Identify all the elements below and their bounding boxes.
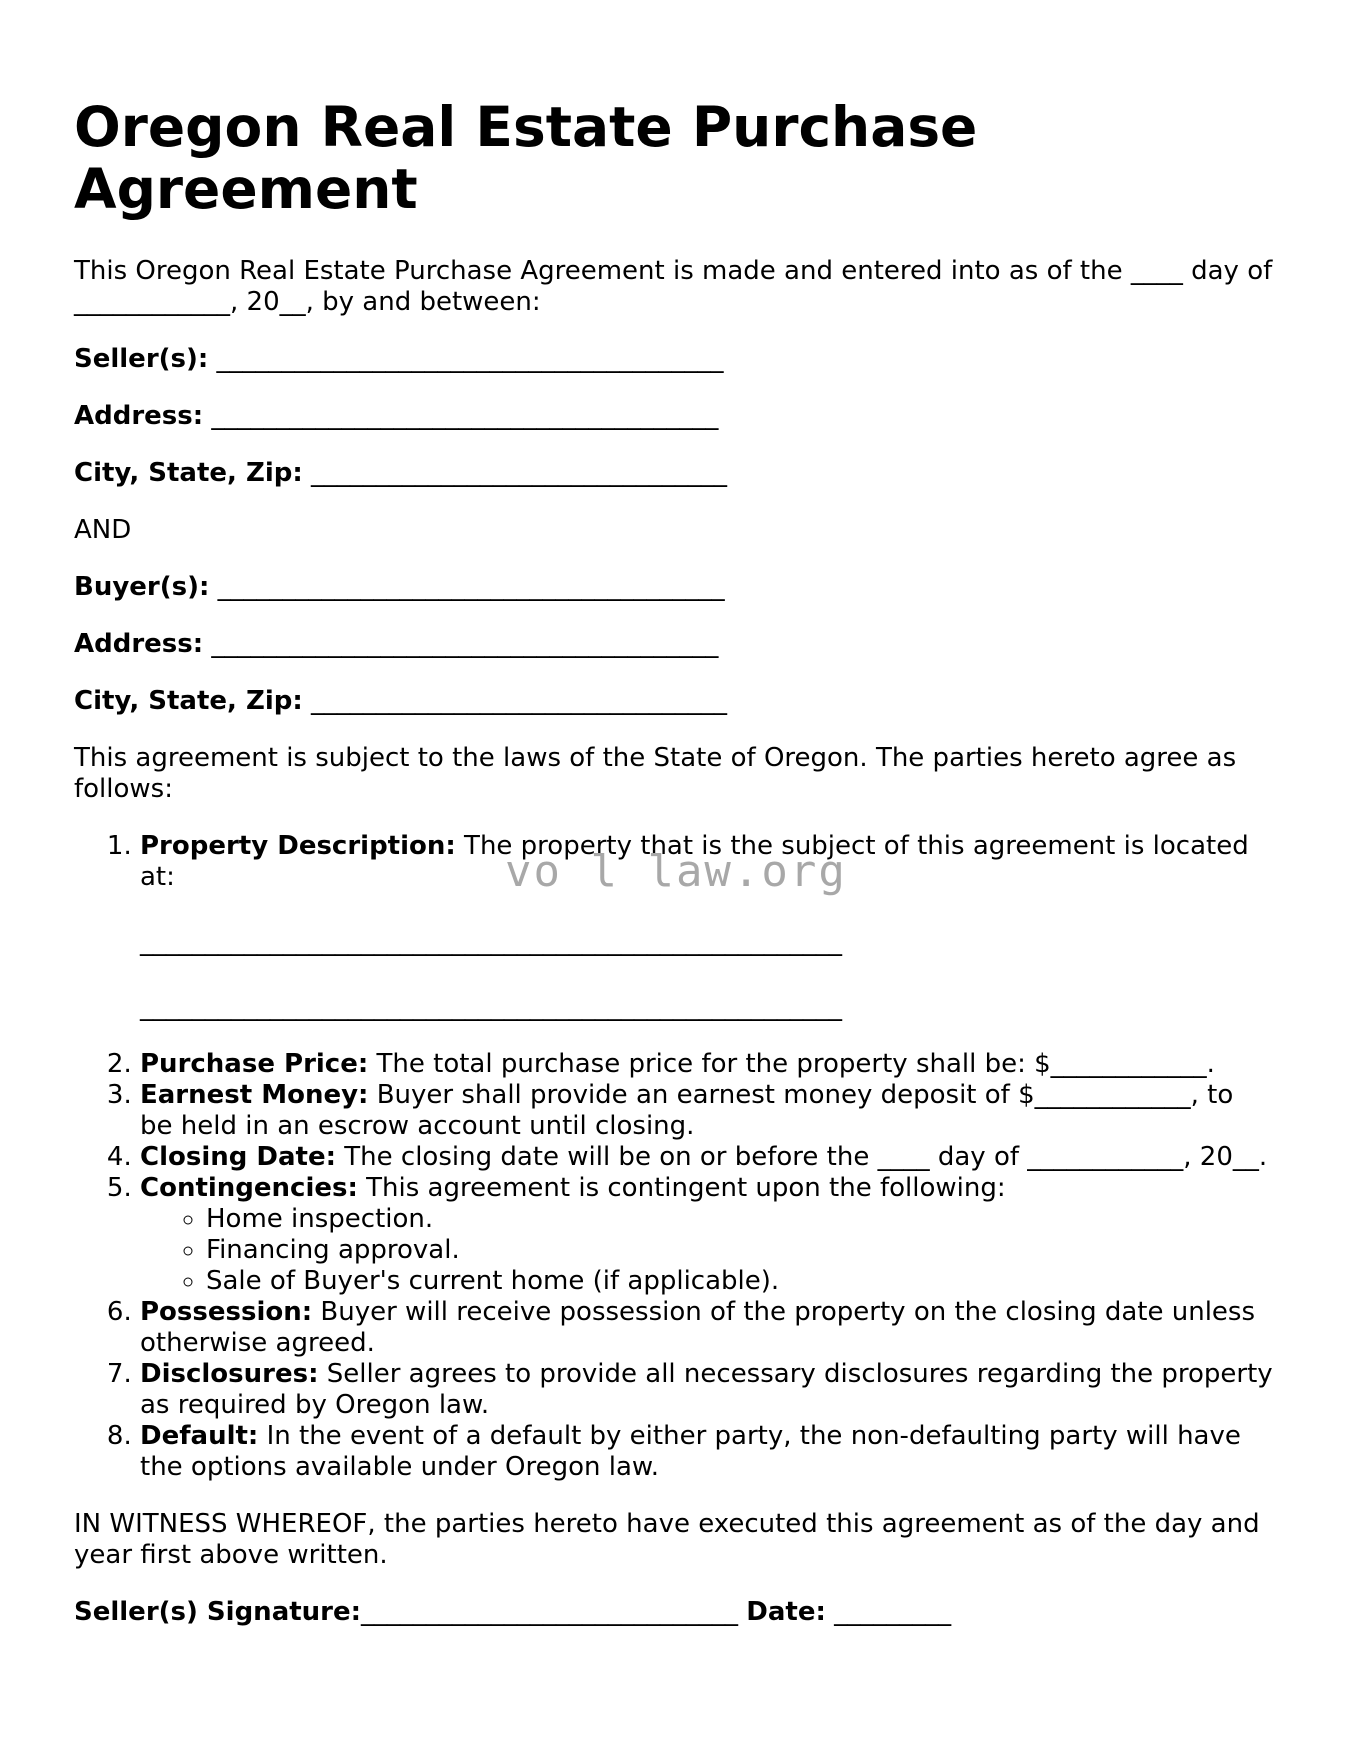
buyer-city-field <box>74 686 1274 717</box>
term-text: The property that is the subject of this agreement is located at: <box>140 831 1249 892</box>
term-label: Contingencies: <box>140 1173 358 1203</box>
term-text: The closing date will be on or before the ____ day of ____________, 20__. <box>336 1142 1268 1172</box>
term-text: This agreement is contingent upon the following: <box>357 1173 1006 1203</box>
witness-paragraph: IN WITNESS WHEREOF, the parties hereto have executed this agreement as of the day and year first above written. <box>74 1509 1260 1570</box>
seller-city-label: City, State, Zip: <box>74 458 303 488</box>
term-label: Earnest Money: <box>140 1080 369 1110</box>
buyer-address-blank: _______________________________________ <box>203 629 719 659</box>
term-closing-date <box>140 1142 1274 1173</box>
seller-address-field <box>74 401 1274 432</box>
buyer-address-field <box>74 629 1274 660</box>
signature-blank: _____________________________ <box>361 1597 739 1627</box>
property-address-blank-1: ______________________________________________________ <box>140 927 842 957</box>
buyer-name-label: Buyer(s): <box>74 572 210 602</box>
seller-address-blank: _______________________________________ <box>203 401 719 431</box>
signature-label: Seller(s) Signature: <box>74 1597 362 1627</box>
buyer-city-label: City, State, Zip: <box>74 686 303 716</box>
term-text: Seller agrees to provide all necessary disclosures regarding the property as required by Oregon law. <box>140 1359 1273 1420</box>
term-purchase-price <box>140 1049 1274 1080</box>
seller-signature-line <box>74 1597 1274 1628</box>
term-text: In the event of a default by either party, the non-defaulting party will have the options available under Oregon law. <box>140 1421 1241 1482</box>
seller-city-field <box>74 458 1274 489</box>
contingency-item: ◦ Financing approval. <box>206 1235 1274 1266</box>
buyer-name-field <box>74 572 1274 603</box>
term-text: The total purchase price for the property shall be: $____________. <box>368 1049 1215 1079</box>
term-possession <box>140 1297 1274 1359</box>
seller-name-blank: _______________________________________ <box>208 344 724 374</box>
term-text: Buyer will receive possession of the property on the closing date unless otherwise agreed. <box>140 1297 1256 1358</box>
term-text: Buyer shall provide an earnest money deposit of $____________, to be held in an escrow account until closing. <box>140 1080 1234 1141</box>
document-page <box>74 96 1274 1628</box>
term-label: Purchase Price: <box>140 1049 369 1079</box>
contingency-item: ◦ Home inspection. <box>206 1204 1274 1235</box>
term-label: Possession: <box>140 1297 313 1327</box>
buyer-city-blank: ________________________________ <box>302 686 728 716</box>
term-label: Default: <box>140 1421 259 1451</box>
term-property-description <box>140 831 1274 1023</box>
governing-law-paragraph: This agreement is subject to the laws of the State of Oregon. The parties hereto agree as follows: <box>74 743 1237 804</box>
seller-address-label: Address: <box>74 401 204 431</box>
term-label: Disclosures: <box>140 1359 319 1389</box>
term-contingencies <box>140 1173 1274 1297</box>
seller-city-blank: ________________________________ <box>302 458 728 488</box>
date-label: Date: <box>746 1597 826 1627</box>
terms-list <box>74 831 1274 1483</box>
buyer-address-label: Address: <box>74 629 204 659</box>
document-title: Oregon Real Estate Purchase Agreement <box>74 95 978 221</box>
buyer-name-blank: _______________________________________ <box>209 572 725 602</box>
term-earnest-money <box>140 1080 1274 1142</box>
date-blank: _________ <box>825 1597 952 1627</box>
contingency-item: ◦ Sale of Buyer's current home (if applicable). <box>206 1266 1274 1297</box>
watermark: vo l law.org <box>505 846 847 897</box>
seller-name-field <box>74 344 1274 375</box>
intro-paragraph: This Oregon Real Estate Purchase Agreement is made and entered into as of the ____ day of ____________, 20__, by and between: <box>74 256 1273 317</box>
seller-name-label: Seller(s): <box>74 344 209 374</box>
term-disclosures <box>140 1359 1274 1421</box>
term-label: Property Description: <box>140 831 456 861</box>
property-address-blank-2: ______________________________________________________ <box>140 992 842 1022</box>
contingency-list <box>140 1204 1274 1297</box>
term-default <box>140 1421 1274 1483</box>
term-label: Closing Date: <box>140 1142 337 1172</box>
and-separator: AND <box>74 515 132 545</box>
